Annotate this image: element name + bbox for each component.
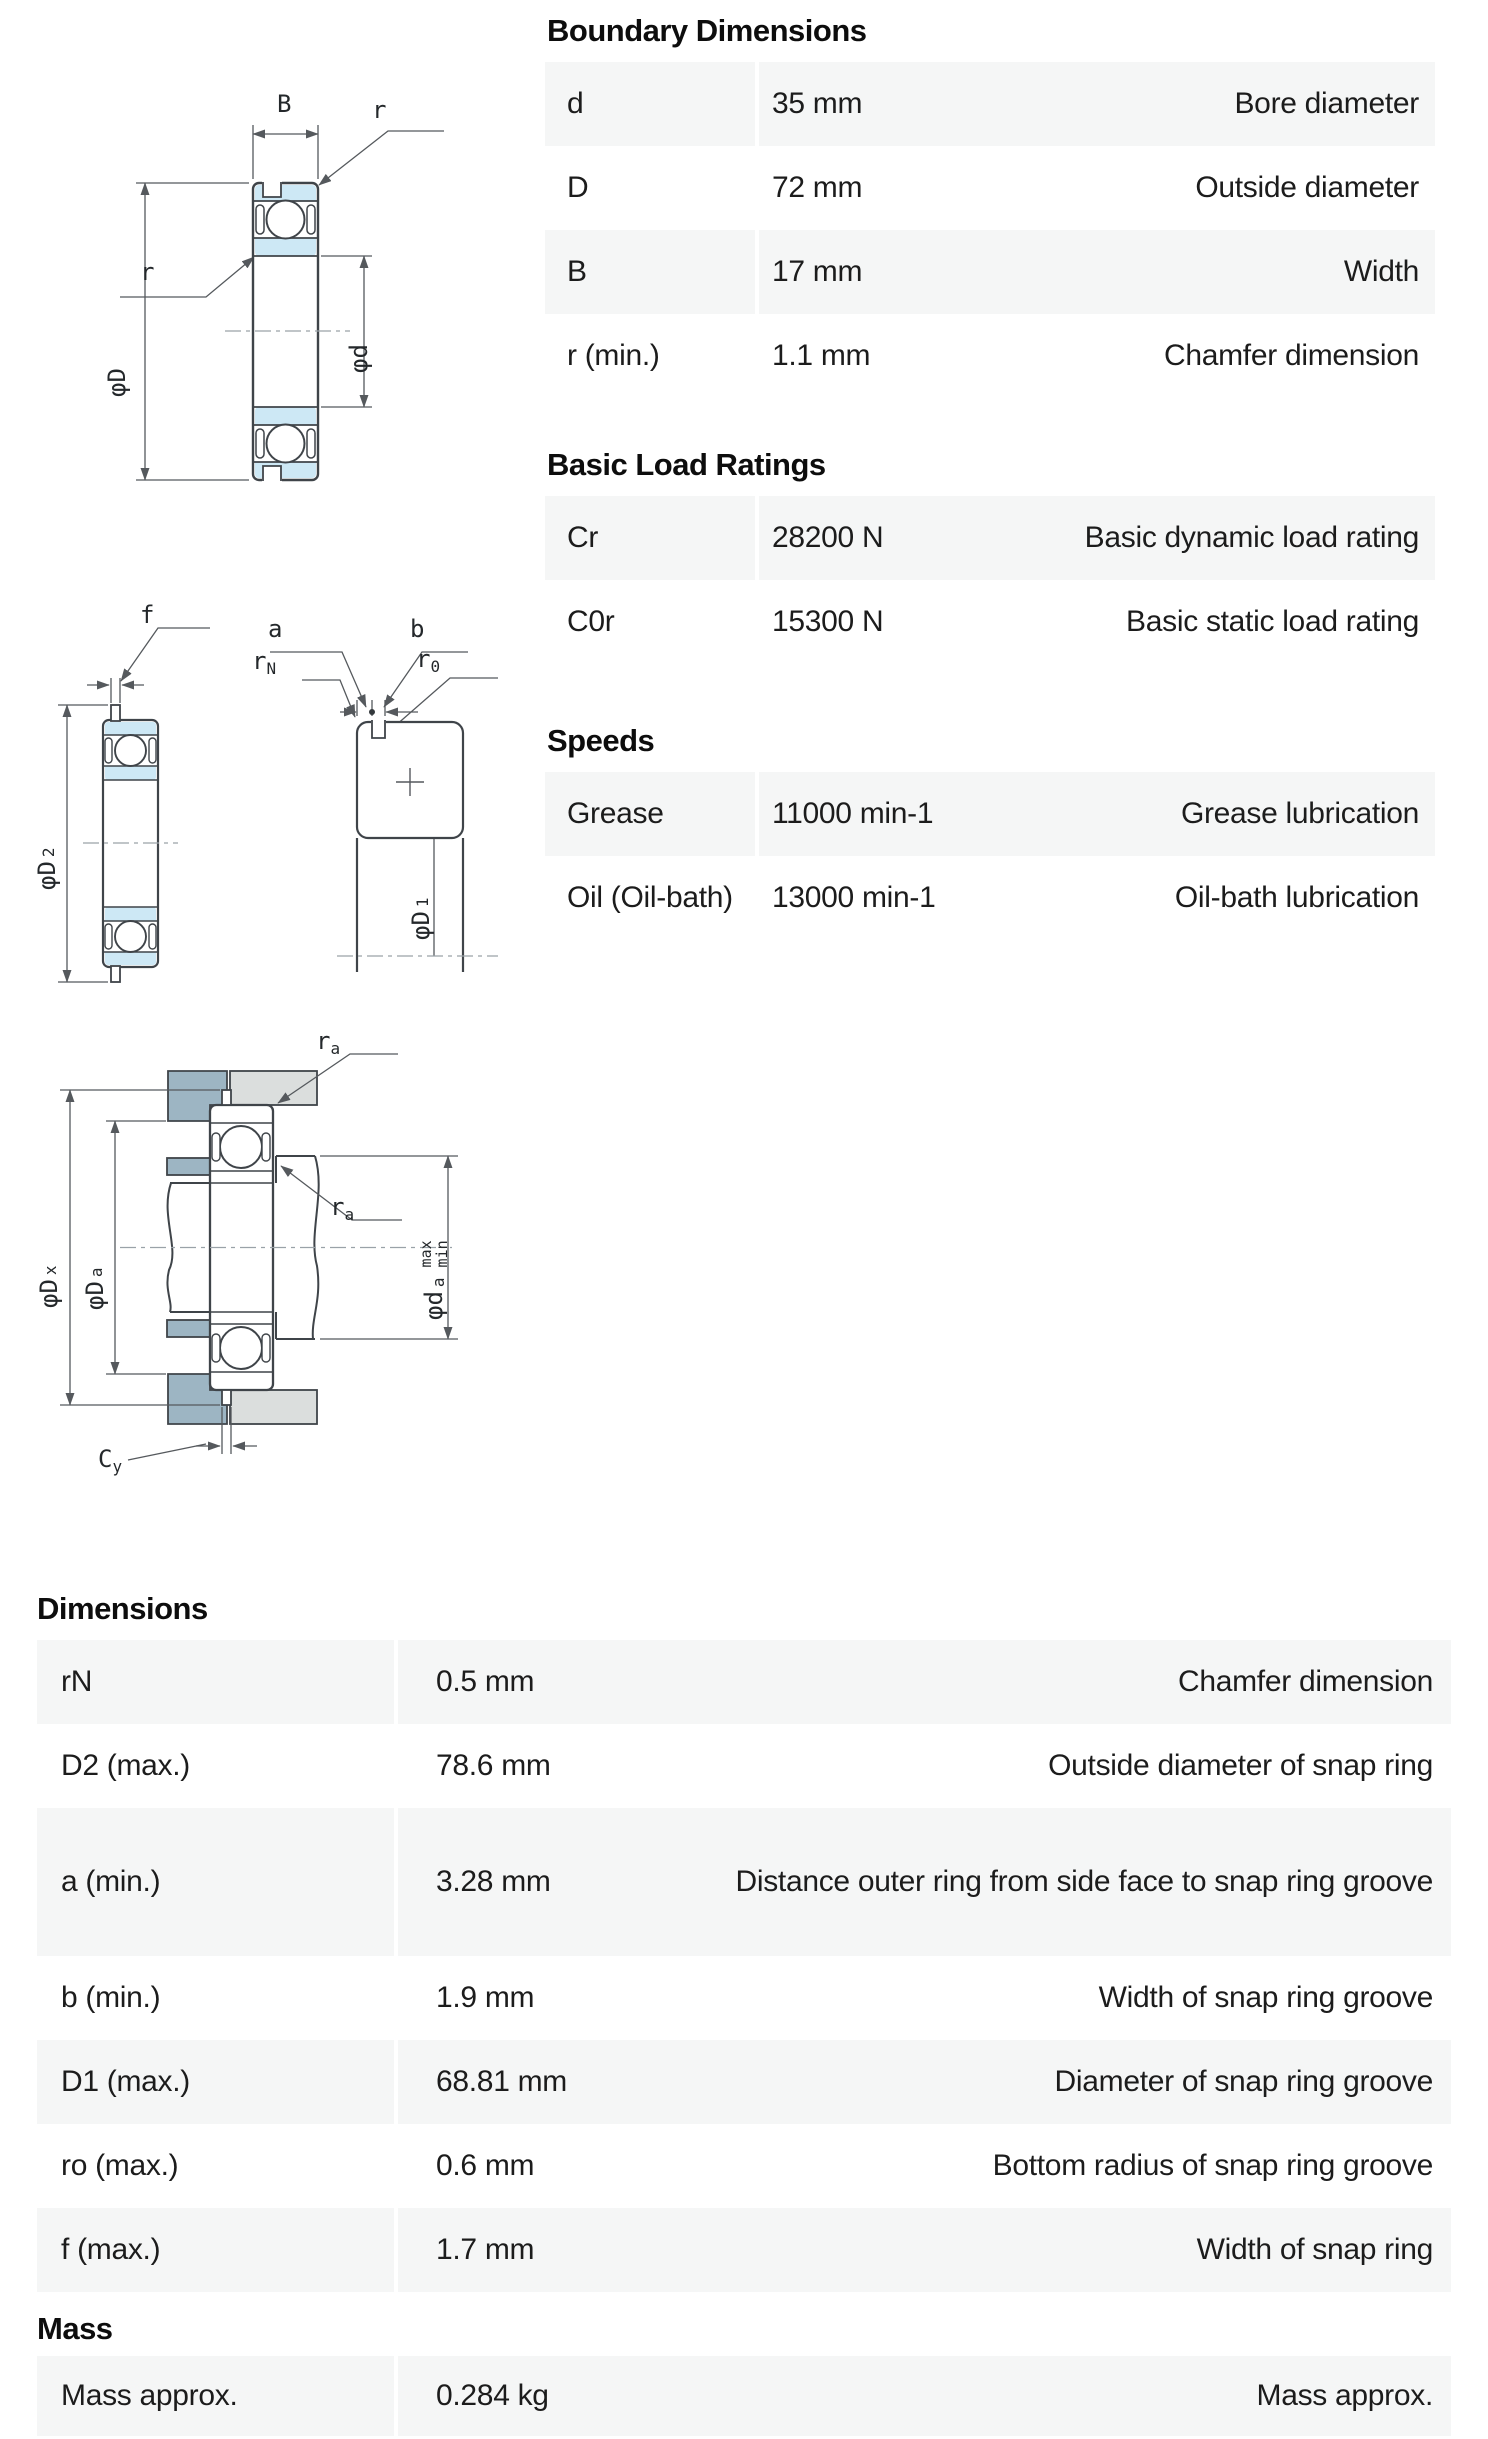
dim-label-rN: $r_N$ [252,647,277,678]
dimensions-table [37,1640,1451,2292]
row-label: f (max.) [61,2233,161,2266]
dim-label-a: a [268,615,283,643]
row-value: 68.81 mm [394,2040,694,2124]
dim-label-Cy: $C_y$ [98,1445,123,1476]
row-desc: Chamfer dimension [1163,339,1419,372]
row-desc: Oil-bath lubrication [1174,881,1419,914]
dim-label-phiDa: φD a [81,1267,109,1310]
dim-label-phiD: φD [103,368,131,397]
dim-label-phiD2: φD 2 [33,847,61,890]
row-value: 28200 N [755,496,1005,580]
dim-label-f: f [140,601,155,629]
row-desc: Outside diameter [1195,171,1419,204]
row-value: 11000 min-1 [755,772,1005,856]
dim-label-phiDx: φD x [35,1265,63,1308]
row-desc: Basic static load rating [1126,605,1419,638]
row-value: 3.28 mm [394,1808,694,1956]
row-label: D [567,171,589,204]
row-desc: Outside diameter of snap ring [1048,1749,1433,1782]
table-row [37,1724,1451,1808]
row-desc: Bottom radius of snap ring groove [992,2149,1433,2182]
dim-label-r-top: r [372,96,387,124]
row-value: 17 mm [755,230,1005,314]
row-value: 1.1 mm [755,314,1005,398]
row-label: D2 (max.) [61,1749,190,1782]
table-row [37,1956,1451,2040]
row-value: 35 mm [755,62,1005,146]
table-row [545,230,1435,314]
dim-label-ra-top: $r_a$ [316,1027,341,1058]
row-value: 0.5 mm [394,1640,694,1724]
row-value: 78.6 mm [394,1724,694,1808]
row-label: B [567,255,587,288]
row-label: r (min.) [567,339,660,372]
row-value: 15300 N [755,580,1005,664]
row-label: Grease [567,797,664,830]
section-title-speeds: Speeds [547,723,655,758]
row-desc: Bore diameter [1234,87,1419,120]
table-row [545,146,1435,230]
table-row [37,2124,1451,2208]
row-label: a (min.) [61,1865,161,1898]
row-desc: Distance outer ring from side face to snap ring groove [735,1865,1433,1898]
dim-label-min: min [433,1240,451,1268]
dim-label-phid: φd [345,344,373,373]
bearing-cross-section-drawing [60,55,480,495]
row-value: 1.7 mm [394,2208,694,2292]
dim-label-r0: $r_0$ [416,645,441,676]
row-desc: Width [1343,255,1419,288]
table-row [37,2356,1451,2436]
section-title-dimensions: Dimensions [37,1591,208,1626]
table-row [545,856,1435,940]
row-desc: Mass approx. [1256,2379,1433,2412]
table-row [37,2040,1451,2124]
figure-mounting-arrangement [20,1008,500,1480]
table-row [545,62,1435,146]
row-label: D1 (max.) [61,2065,190,2098]
row-desc: Diameter of snap ring groove [1054,2065,1433,2098]
dim-label-r-mid: r [140,258,155,286]
section-title-basic-load-ratings: Basic Load Ratings [547,447,826,482]
speeds-table [545,772,1435,940]
row-desc: Grease lubrication [1180,797,1419,830]
basic-load-ratings-table [545,496,1435,664]
table-row [37,2208,1451,2292]
boundary-dimensions-table [545,62,1435,398]
row-value: 0.6 mm [394,2124,694,2208]
dim-label-ra-mid: $r_a$ [330,1193,355,1224]
row-desc: Width of snap ring [1196,2233,1433,2266]
table-row [545,772,1435,856]
dim-label-phida-max-min: φd a max min [417,1240,451,1320]
row-desc: Width of snap ring groove [1098,1981,1433,2014]
section-title-boundary-dimensions: Boundary Dimensions [547,13,867,48]
table-row [545,314,1435,398]
table-row [545,580,1435,664]
dim-label-B: B [277,90,292,118]
dim-label-max: max [417,1240,435,1268]
table-row [37,1640,1451,1724]
row-value: 72 mm [755,146,1005,230]
row-value: 1.9 mm [394,1956,694,2040]
row-value: 0.284 kg [394,2356,694,2436]
row-value: 13000 min-1 [755,856,1005,940]
row-desc: Chamfer dimension [1177,1665,1433,1698]
row-label: Cr [567,521,599,554]
row-label: Oil (Oil-bath) [567,881,733,914]
row-label: b (min.) [61,1981,161,2014]
row-label: ro (max.) [61,2149,179,2182]
table-row [545,496,1435,580]
section-title-mass: Mass [37,2311,113,2346]
dim-label-b: b [410,615,425,643]
figure-snap-ring-detail [20,590,500,1010]
row-desc: Basic dynamic load rating [1084,521,1419,554]
row-label: Mass approx. [61,2379,238,2412]
row-label: d [567,87,584,120]
dim-label-phiD1: φD 1 [407,897,435,940]
row-label: rN [61,1665,93,1698]
table-row [37,1808,1451,1956]
mass-table [37,2356,1451,2436]
figure-bearing-cross-section [60,55,480,495]
row-label: C0r [567,605,615,638]
